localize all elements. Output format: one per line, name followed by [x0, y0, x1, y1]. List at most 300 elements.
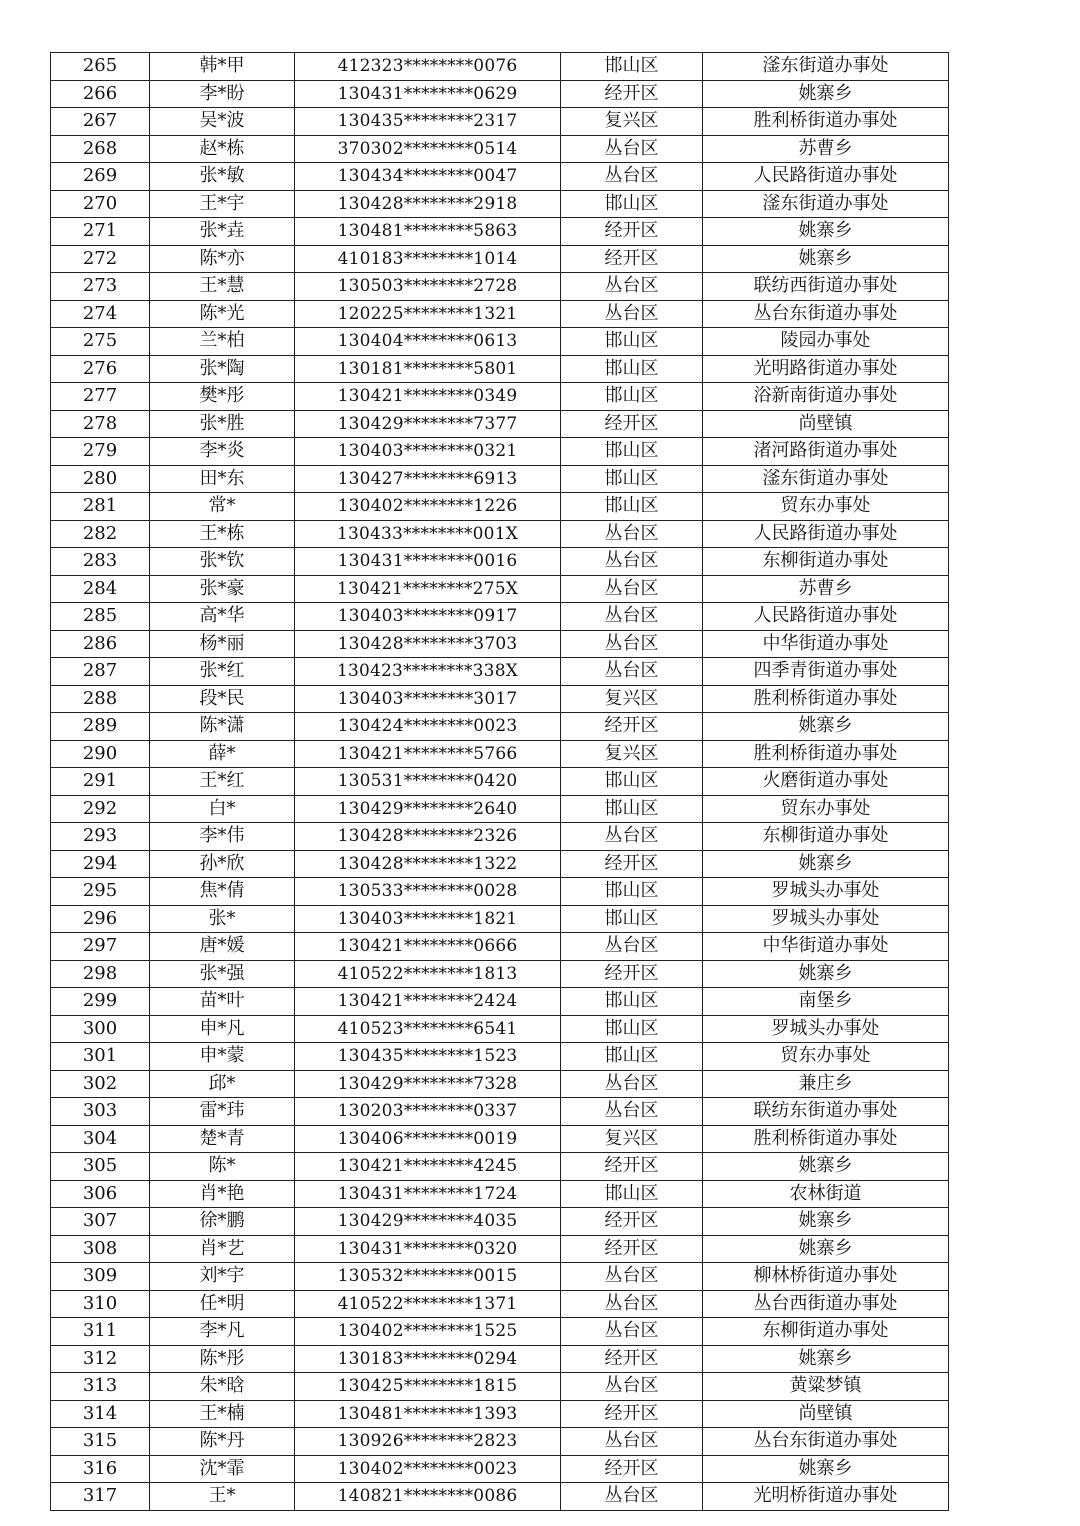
table-row	[51, 383, 949, 411]
row-number-cell: 311	[51, 1318, 150, 1346]
row-number-cell: 272	[51, 245, 150, 273]
row-number-cell: 269	[51, 163, 150, 191]
row-number-cell: 299	[51, 988, 150, 1016]
row-number-cell: 295	[51, 878, 150, 906]
subdistrict-cell: 姚寨乡	[703, 1455, 949, 1483]
row-number-cell: 292	[51, 795, 150, 823]
masked-id-cell: 130532********0015	[295, 1263, 561, 1291]
district-cell: 丛台区	[561, 603, 703, 631]
table-row	[51, 905, 949, 933]
masked-id-cell: 130403********3017	[295, 685, 561, 713]
masked-id-cell: 130531********0420	[295, 768, 561, 796]
row-number-cell: 279	[51, 438, 150, 466]
person-name-cell: 申*凡	[150, 1015, 295, 1043]
district-cell: 经开区	[561, 80, 703, 108]
person-name-cell: 赵*栋	[150, 135, 295, 163]
person-name-cell: 张*陶	[150, 355, 295, 383]
masked-id-cell: 130181********5801	[295, 355, 561, 383]
table-row	[51, 135, 949, 163]
row-number-cell: 304	[51, 1125, 150, 1153]
subdistrict-cell: 兼庄乡	[703, 1070, 949, 1098]
table-row	[51, 878, 949, 906]
masked-id-cell: 130402********0023	[295, 1455, 561, 1483]
person-name-cell: 张*胜	[150, 410, 295, 438]
table-row	[51, 1373, 949, 1401]
district-cell: 邯山区	[561, 905, 703, 933]
person-name-cell: 段*民	[150, 685, 295, 713]
table-row	[51, 1428, 949, 1456]
masked-id-cell: 130427********6913	[295, 465, 561, 493]
masked-id-cell: 130431********0016	[295, 548, 561, 576]
subdistrict-cell: 姚寨乡	[703, 218, 949, 246]
person-name-cell: 邱*	[150, 1070, 295, 1098]
table-row	[51, 713, 949, 741]
district-cell: 丛台区	[561, 273, 703, 301]
district-cell: 邯山区	[561, 355, 703, 383]
subdistrict-cell: 贸东办事处	[703, 795, 949, 823]
table-row	[51, 1070, 949, 1098]
row-number-cell: 303	[51, 1098, 150, 1126]
person-name-cell: 张*敏	[150, 163, 295, 191]
table-row	[51, 1400, 949, 1428]
subdistrict-cell: 姚寨乡	[703, 1208, 949, 1236]
masked-id-cell: 130503********2728	[295, 273, 561, 301]
row-number-cell: 280	[51, 465, 150, 493]
table-row	[51, 410, 949, 438]
row-number-cell: 293	[51, 823, 150, 851]
table-row	[51, 1098, 949, 1126]
table-row	[51, 658, 949, 686]
masked-id-cell: 130429********7328	[295, 1070, 561, 1098]
masked-id-cell: 130431********0320	[295, 1235, 561, 1263]
row-number-cell: 309	[51, 1263, 150, 1291]
person-name-cell: 张*红	[150, 658, 295, 686]
person-name-cell: 孙*欣	[150, 850, 295, 878]
district-cell: 经开区	[561, 1345, 703, 1373]
table-row	[51, 163, 949, 191]
table-row	[51, 988, 949, 1016]
district-cell: 经开区	[561, 1235, 703, 1263]
masked-id-cell: 130425********1815	[295, 1373, 561, 1401]
row-number-cell: 313	[51, 1373, 150, 1401]
row-number-cell: 312	[51, 1345, 150, 1373]
person-name-cell: 兰*柏	[150, 328, 295, 356]
table-row	[51, 850, 949, 878]
row-number-cell: 291	[51, 768, 150, 796]
row-number-cell: 307	[51, 1208, 150, 1236]
masked-id-cell: 130481********5863	[295, 218, 561, 246]
subdistrict-cell: 姚寨乡	[703, 850, 949, 878]
district-cell: 邯山区	[561, 328, 703, 356]
row-number-cell: 308	[51, 1235, 150, 1263]
row-number-cell: 316	[51, 1455, 150, 1483]
person-name-cell: 陈*光	[150, 300, 295, 328]
masked-id-cell: 410183********1014	[295, 245, 561, 273]
district-cell: 经开区	[561, 850, 703, 878]
district-cell: 丛台区	[561, 548, 703, 576]
person-name-cell: 王*红	[150, 768, 295, 796]
subdistrict-cell: 尚壁镇	[703, 410, 949, 438]
row-number-cell: 302	[51, 1070, 150, 1098]
masked-id-cell: 130431********0629	[295, 80, 561, 108]
table-row	[51, 685, 949, 713]
masked-id-cell: 130429********7377	[295, 410, 561, 438]
person-name-cell: 焦*倩	[150, 878, 295, 906]
masked-id-cell: 130421********275X	[295, 575, 561, 603]
roster-table-body	[51, 53, 949, 1511]
row-number-cell: 301	[51, 1043, 150, 1071]
subdistrict-cell: 联纺东街道办事处	[703, 1098, 949, 1126]
row-number-cell: 278	[51, 410, 150, 438]
row-number-cell: 265	[51, 53, 150, 81]
district-cell: 丛台区	[561, 1318, 703, 1346]
table-row	[51, 1180, 949, 1208]
subdistrict-cell: 滏东街道办事处	[703, 190, 949, 218]
district-cell: 邯山区	[561, 1180, 703, 1208]
district-cell: 邯山区	[561, 1043, 703, 1071]
table-row	[51, 328, 949, 356]
person-name-cell: 陈*彤	[150, 1345, 295, 1373]
district-cell: 丛台区	[561, 658, 703, 686]
masked-id-cell: 130183********0294	[295, 1345, 561, 1373]
district-cell: 复兴区	[561, 740, 703, 768]
row-number-cell: 282	[51, 520, 150, 548]
row-number-cell: 268	[51, 135, 150, 163]
table-row	[51, 1125, 949, 1153]
district-cell: 邯山区	[561, 465, 703, 493]
table-row	[51, 108, 949, 136]
person-name-cell: 张*钦	[150, 548, 295, 576]
person-name-cell: 刘*宇	[150, 1263, 295, 1291]
district-cell: 经开区	[561, 1400, 703, 1428]
subdistrict-cell: 姚寨乡	[703, 245, 949, 273]
table-row	[51, 603, 949, 631]
person-name-cell: 王*栋	[150, 520, 295, 548]
table-row	[51, 218, 949, 246]
person-name-cell: 楚*青	[150, 1125, 295, 1153]
district-cell: 丛台区	[561, 823, 703, 851]
masked-id-cell: 130404********0613	[295, 328, 561, 356]
person-name-cell: 雷*玮	[150, 1098, 295, 1126]
table-row	[51, 520, 949, 548]
table-row	[51, 1208, 949, 1236]
subdistrict-cell: 东柳街道办事处	[703, 548, 949, 576]
subdistrict-cell: 渚河路街道办事处	[703, 438, 949, 466]
district-cell: 复兴区	[561, 1125, 703, 1153]
person-name-cell: 李*盼	[150, 80, 295, 108]
row-number-cell: 306	[51, 1180, 150, 1208]
person-name-cell: 田*东	[150, 465, 295, 493]
subdistrict-cell: 姚寨乡	[703, 960, 949, 988]
district-cell: 经开区	[561, 1153, 703, 1181]
row-number-cell: 266	[51, 80, 150, 108]
masked-id-cell: 130402********1525	[295, 1318, 561, 1346]
subdistrict-cell: 南堡乡	[703, 988, 949, 1016]
table-row	[51, 1263, 949, 1291]
row-number-cell: 267	[51, 108, 150, 136]
subdistrict-cell: 滏东街道办事处	[703, 465, 949, 493]
person-name-cell: 陈*亦	[150, 245, 295, 273]
subdistrict-cell: 罗城头办事处	[703, 905, 949, 933]
district-cell: 经开区	[561, 410, 703, 438]
person-name-cell: 肖*艳	[150, 1180, 295, 1208]
masked-id-cell: 130428********2326	[295, 823, 561, 851]
table-row	[51, 823, 949, 851]
masked-id-cell: 130428********2918	[295, 190, 561, 218]
subdistrict-cell: 姚寨乡	[703, 1345, 949, 1373]
row-number-cell: 271	[51, 218, 150, 246]
masked-id-cell: 130421********0349	[295, 383, 561, 411]
table-row	[51, 548, 949, 576]
subdistrict-cell: 农林街道	[703, 1180, 949, 1208]
person-name-cell: 李*凡	[150, 1318, 295, 1346]
row-number-cell: 286	[51, 630, 150, 658]
person-name-cell: 陈*潇	[150, 713, 295, 741]
row-number-cell: 315	[51, 1428, 150, 1456]
subdistrict-cell: 滏东街道办事处	[703, 53, 949, 81]
subdistrict-cell: 丛台东街道办事处	[703, 300, 949, 328]
district-cell: 丛台区	[561, 1098, 703, 1126]
table-row	[51, 1345, 949, 1373]
table-row	[51, 960, 949, 988]
table-row	[51, 1015, 949, 1043]
masked-id-cell: 120225********1321	[295, 300, 561, 328]
person-name-cell: 王*慧	[150, 273, 295, 301]
district-cell: 邯山区	[561, 493, 703, 521]
row-number-cell: 287	[51, 658, 150, 686]
table-row	[51, 273, 949, 301]
subdistrict-cell: 中华街道办事处	[703, 933, 949, 961]
person-name-cell: 朱*晗	[150, 1373, 295, 1401]
table-row	[51, 1235, 949, 1263]
table-row	[51, 465, 949, 493]
person-name-cell: 王*宇	[150, 190, 295, 218]
table-row	[51, 53, 949, 81]
district-cell: 邯山区	[561, 878, 703, 906]
person-name-cell: 薛*	[150, 740, 295, 768]
roster-table	[50, 52, 949, 1511]
district-cell: 丛台区	[561, 1070, 703, 1098]
district-cell: 邯山区	[561, 53, 703, 81]
masked-id-cell: 130434********0047	[295, 163, 561, 191]
district-cell: 经开区	[561, 960, 703, 988]
subdistrict-cell: 姚寨乡	[703, 1153, 949, 1181]
subdistrict-cell: 柳林桥街道办事处	[703, 1263, 949, 1291]
subdistrict-cell: 浴新南街道办事处	[703, 383, 949, 411]
district-cell: 邯山区	[561, 383, 703, 411]
district-cell: 邯山区	[561, 795, 703, 823]
subdistrict-cell: 姚寨乡	[703, 80, 949, 108]
person-name-cell: 陈*丹	[150, 1428, 295, 1456]
table-row	[51, 933, 949, 961]
row-number-cell: 273	[51, 273, 150, 301]
masked-id-cell: 130481********1393	[295, 1400, 561, 1428]
masked-id-cell: 130421********4245	[295, 1153, 561, 1181]
masked-id-cell: 130203********0337	[295, 1098, 561, 1126]
district-cell: 丛台区	[561, 300, 703, 328]
subdistrict-cell: 胜利桥街道办事处	[703, 685, 949, 713]
subdistrict-cell: 人民路街道办事处	[703, 603, 949, 631]
masked-id-cell: 130424********0023	[295, 713, 561, 741]
district-cell: 丛台区	[561, 163, 703, 191]
district-cell: 复兴区	[561, 108, 703, 136]
table-row	[51, 575, 949, 603]
district-cell: 丛台区	[561, 1428, 703, 1456]
masked-id-cell: 410522********1813	[295, 960, 561, 988]
row-number-cell: 274	[51, 300, 150, 328]
table-row	[51, 245, 949, 273]
district-cell: 邯山区	[561, 988, 703, 1016]
district-cell: 丛台区	[561, 1263, 703, 1291]
district-cell: 丛台区	[561, 135, 703, 163]
masked-id-cell: 130406********0019	[295, 1125, 561, 1153]
person-name-cell: 王*楠	[150, 1400, 295, 1428]
person-name-cell: 吴*波	[150, 108, 295, 136]
masked-id-cell: 130429********2640	[295, 795, 561, 823]
table-row	[51, 438, 949, 466]
person-name-cell: 陈*	[150, 1153, 295, 1181]
masked-id-cell: 130428********3703	[295, 630, 561, 658]
person-name-cell: 白*	[150, 795, 295, 823]
row-number-cell: 310	[51, 1290, 150, 1318]
subdistrict-cell: 姚寨乡	[703, 1235, 949, 1263]
table-row	[51, 1043, 949, 1071]
district-cell: 经开区	[561, 1208, 703, 1236]
table-row	[51, 1455, 949, 1483]
roster-sheet	[50, 52, 948, 1511]
masked-id-cell: 130423********338X	[295, 658, 561, 686]
masked-id-cell: 130429********4035	[295, 1208, 561, 1236]
masked-id-cell: 130926********2823	[295, 1428, 561, 1456]
row-number-cell: 277	[51, 383, 150, 411]
person-name-cell: 张*豪	[150, 575, 295, 603]
person-name-cell: 杨*丽	[150, 630, 295, 658]
subdistrict-cell: 东柳街道办事处	[703, 823, 949, 851]
person-name-cell: 韩*甲	[150, 53, 295, 81]
subdistrict-cell: 丛台西街道办事处	[703, 1290, 949, 1318]
person-name-cell: 肖*艺	[150, 1235, 295, 1263]
masked-id-cell: 130428********1322	[295, 850, 561, 878]
person-name-cell: 樊*彤	[150, 383, 295, 411]
district-cell: 邯山区	[561, 190, 703, 218]
district-cell: 丛台区	[561, 1373, 703, 1401]
person-name-cell: 李*炎	[150, 438, 295, 466]
masked-id-cell: 130403********0321	[295, 438, 561, 466]
row-number-cell: 298	[51, 960, 150, 988]
subdistrict-cell: 中华街道办事处	[703, 630, 949, 658]
row-number-cell: 289	[51, 713, 150, 741]
person-name-cell: 任*明	[150, 1290, 295, 1318]
district-cell: 经开区	[561, 245, 703, 273]
subdistrict-cell: 人民路街道办事处	[703, 520, 949, 548]
subdistrict-cell: 贸东办事处	[703, 1043, 949, 1071]
person-name-cell: 张*强	[150, 960, 295, 988]
person-name-cell: 申*蒙	[150, 1043, 295, 1071]
district-cell: 丛台区	[561, 520, 703, 548]
subdistrict-cell: 胜利桥街道办事处	[703, 740, 949, 768]
subdistrict-cell: 姚寨乡	[703, 713, 949, 741]
district-cell: 丛台区	[561, 630, 703, 658]
masked-id-cell: 370302********0514	[295, 135, 561, 163]
person-name-cell: 沈*霏	[150, 1455, 295, 1483]
table-row	[51, 740, 949, 768]
masked-id-cell: 130421********5766	[295, 740, 561, 768]
table-row	[51, 355, 949, 383]
row-number-cell: 270	[51, 190, 150, 218]
table-row	[51, 1153, 949, 1181]
row-number-cell: 305	[51, 1153, 150, 1181]
table-row	[51, 630, 949, 658]
masked-id-cell: 410523********6541	[295, 1015, 561, 1043]
district-cell: 复兴区	[561, 685, 703, 713]
masked-id-cell: 412323********0076	[295, 53, 561, 81]
table-row	[51, 190, 949, 218]
subdistrict-cell: 罗城头办事处	[703, 1015, 949, 1043]
row-number-cell: 314	[51, 1400, 150, 1428]
masked-id-cell: 410522********1371	[295, 1290, 561, 1318]
subdistrict-cell: 黄粱梦镇	[703, 1373, 949, 1401]
subdistrict-cell: 四季青街道办事处	[703, 658, 949, 686]
table-row	[51, 768, 949, 796]
district-cell: 丛台区	[561, 1483, 703, 1511]
subdistrict-cell: 贸东办事处	[703, 493, 949, 521]
table-row	[51, 1290, 949, 1318]
person-name-cell: 王*	[150, 1483, 295, 1511]
person-name-cell: 李*伟	[150, 823, 295, 851]
district-cell: 丛台区	[561, 1290, 703, 1318]
masked-id-cell: 140821********0086	[295, 1483, 561, 1511]
row-number-cell: 283	[51, 548, 150, 576]
subdistrict-cell: 丛台东街道办事处	[703, 1428, 949, 1456]
masked-id-cell: 130402********1226	[295, 493, 561, 521]
subdistrict-cell: 罗城头办事处	[703, 878, 949, 906]
row-number-cell: 297	[51, 933, 150, 961]
subdistrict-cell: 苏曹乡	[703, 135, 949, 163]
row-number-cell: 296	[51, 905, 150, 933]
row-number-cell: 275	[51, 328, 150, 356]
person-name-cell: 徐*鹏	[150, 1208, 295, 1236]
district-cell: 邯山区	[561, 438, 703, 466]
subdistrict-cell: 胜利桥街道办事处	[703, 1125, 949, 1153]
subdistrict-cell: 联纺西街道办事处	[703, 273, 949, 301]
masked-id-cell: 130421********2424	[295, 988, 561, 1016]
table-row	[51, 1318, 949, 1346]
masked-id-cell: 130533********0028	[295, 878, 561, 906]
masked-id-cell: 130403********1821	[295, 905, 561, 933]
subdistrict-cell: 尚壁镇	[703, 1400, 949, 1428]
row-number-cell: 300	[51, 1015, 150, 1043]
masked-id-cell: 130421********0666	[295, 933, 561, 961]
table-row	[51, 300, 949, 328]
table-row	[51, 795, 949, 823]
table-row	[51, 493, 949, 521]
row-number-cell: 288	[51, 685, 150, 713]
subdistrict-cell: 光明桥街道办事处	[703, 1483, 949, 1511]
table-row	[51, 80, 949, 108]
district-cell: 邯山区	[561, 1015, 703, 1043]
masked-id-cell: 130435********1523	[295, 1043, 561, 1071]
row-number-cell: 276	[51, 355, 150, 383]
subdistrict-cell: 东柳街道办事处	[703, 1318, 949, 1346]
person-name-cell: 张*	[150, 905, 295, 933]
subdistrict-cell: 陵园办事处	[703, 328, 949, 356]
district-cell: 邯山区	[561, 768, 703, 796]
masked-id-cell: 130431********1724	[295, 1180, 561, 1208]
row-number-cell: 317	[51, 1483, 150, 1511]
district-cell: 丛台区	[561, 933, 703, 961]
subdistrict-cell: 人民路街道办事处	[703, 163, 949, 191]
district-cell: 经开区	[561, 713, 703, 741]
